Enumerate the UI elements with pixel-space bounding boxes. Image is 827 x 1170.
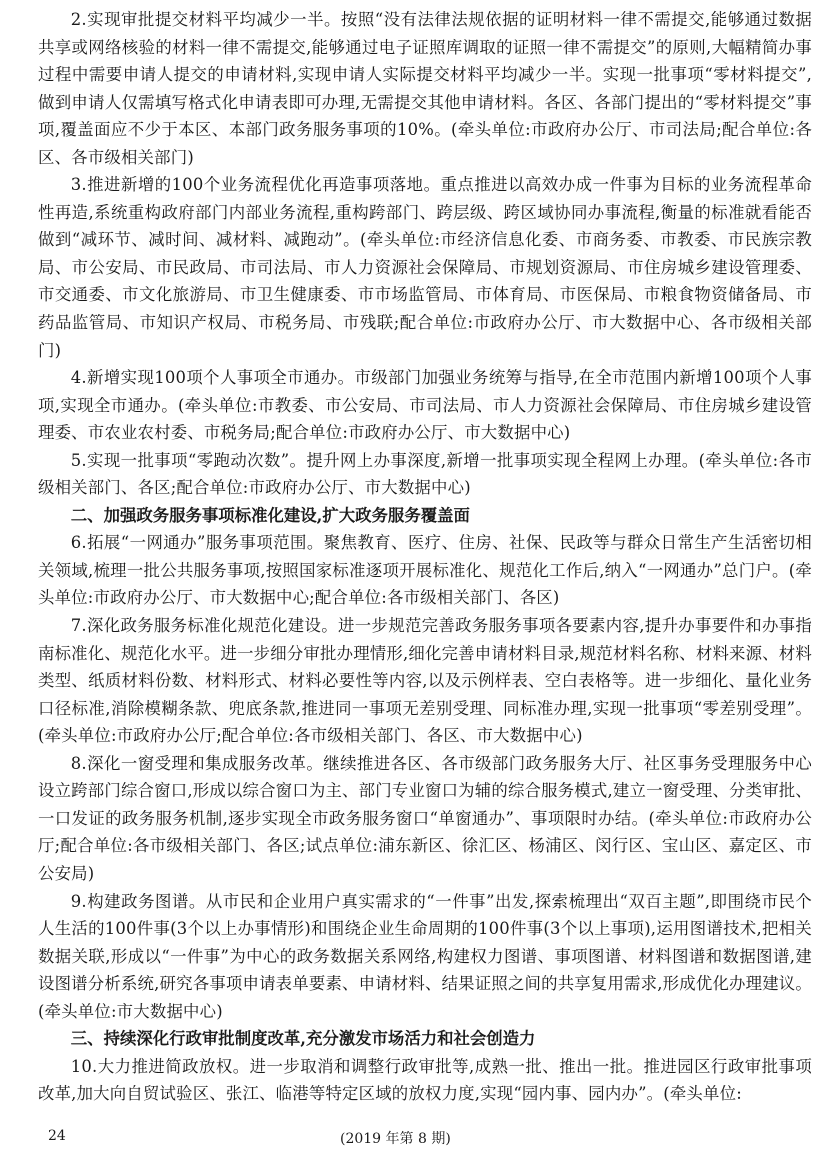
section-heading-3: 三、持续深化行政审批制度改革,充分激发市场活力和社会创造力 [70,1029,536,1049]
paragraph-item-8: 8.深化一窗受理和集成服务改革。继续推进各区、各市级部门政务服务大厅、社区事务受理服务中心设立跨部门综合窗口,形成以综合窗口为主、部门专业窗口为辅的综合服务模式,建立一窗受理、分类审批、一口发证的政务服务机制,逐步实现全市政务服务窗口“单窗通办”、事项限时办结。(牵头单位:市政府办公厅;配合单位:各市级相关部门、各区;试点单位:浦东新区、徐汇区、杨浦区、闵行区、宝山区、嘉定区、市公安局) [38,753,812,883]
paragraph-item-9: 9.构建政务图谱。从市民和企业用户真实需求的“一件事”出发,探索梳理出“双百主题”,即围绕市民个人生活的100件事(3个以上办事情形)和围绕企业生命周期的100件事(3个以上事项),运用图谱技术,把相关数据关联,形成以“一件事”为中心的政务数据关系网络,构建权力图谱、事项图谱、材料图谱和数据图谱,建设图谱分析系统,研究各事项申请表单要素、申请材料、结果证照之间的共享复用需求,形成优化办理建议。(牵头单位:市大数据中心) [38,891,812,1021]
page-number: 24 [48,1128,66,1144]
paragraph-item-2: 2.实现审批提交材料平均减少一半。按照“没有法律法规依据的证明材料一律不需提交,能够通过数据共享或网络核验的材料一律不需提交,能够通过电子证照库调取的证照一律不需提交”的原则,大幅精简办事过程中需要申请人提交的申请材料,实现申请人实际提交材料平均减少一半。实现一批事项“零材料提交”,做到申请人仅需填写格式化申请表即可办理,无需提交其他申请材料。各区、各部门提出的“零材料提交”事项,覆盖面应不少于本区、本部门政务服务事项的10%。(牵头单位:市政府办公厅、市司法局;配合单位:各区、各市级相关部门) [38,10,812,167]
paragraph-item-7: 7.深化政务服务标准化规范化建设。进一步规范完善政务服务事项各要素内容,提升办事要件和办事指南标准化、规范化水平。进一步细分审批办理情形,细化完善申请材料目录,规范材料名称、材料来源、材料类型、纸质材料份数、材料形式、材料必要性等内容,以及示例样表、空白表格等。进一步细化、量化业务口径标准,消除模糊条款、兜底条款,推进同一事项无差别受理、同标准办理,实现一批事项“零差别受理”。(牵头单位:市政府办公厅;配合单位:各市级相关部门、各区、市大数据中心) [38,616,812,746]
paragraph-item-10: 10.大力推进简政放权。进一步取消和调整行政审批等,成熟一批、推出一批。推进园区行政审批事项改革,加大向自贸试验区、张江、临港等特定区域的放权力度,实现“园内事、园内办”。(牵头单位: [38,1056,812,1104]
paragraph-item-4: 4.新增实现100项个人事项全市通办。市级部门加强业务统筹与指导,在全市范围内新增100项个人事项,实现全市通办。(牵头单位:市教委、市公安局、市司法局、市人力资源社会保障局、市住房城乡建设管理委、市农业农村委、市税务局;配合单位:市政府办公厅、市大数据中心) [38,368,812,443]
paragraph-item-6: 6.拓展“一网通办”服务事项范围。聚焦教育、医疗、住房、社保、民政等与群众日常生产生活密切相关领域,梳理一批公共服务事项,按照国家标准逐项开展标准化、规范化工作后,纳入“一网通办”总门户。(牵头单位:市政府办公厅、市大数据中心;配合单位:各市级相关部门、各区) [38,533,812,608]
paragraph-item-3: 3.推进新增的100个业务流程优化再造事项落地。重点推进以高效办成一件事为目标的业务流程革命性再造,系统重构政府部门内部业务流程,重构跨部门、跨层级、跨区域协同办事流程,衡量的标准就看能否做到“减环节、减时间、减材料、减跑动”。(牵头单位:市经济信息化委、市商务委、市教委、市民族宗教局、市公安局、市民政局、市司法局、市人力资源社会保障局、市规划资源局、市住房城乡建设管理委、市交通委、市文化旅游局、市卫生健康委、市市场监管局、市体育局、市医保局、市粮食物资储备局、市药品监管局、市知识产权局、市税务局、市残联;配合单位:市政府办公厅、市大数据中心、各市级相关部门) [38,175,812,360]
paragraph-item-5: 5.实现一批事项“零跑动次数”。提升网上办事深度,新增一批事项实现全程网上办理。(牵头单位:各市级相关部门、各区;配合单位:市政府办公厅、市大数据中心) [38,450,812,498]
section-heading-2: 二、加强政务服务事项标准化建设,扩大政务服务覆盖面 [70,505,470,525]
document-page [38,6,812,1108]
issue-label: (2019 年第 8 期) [340,1131,451,1147]
page-footer [0,1128,827,1152]
